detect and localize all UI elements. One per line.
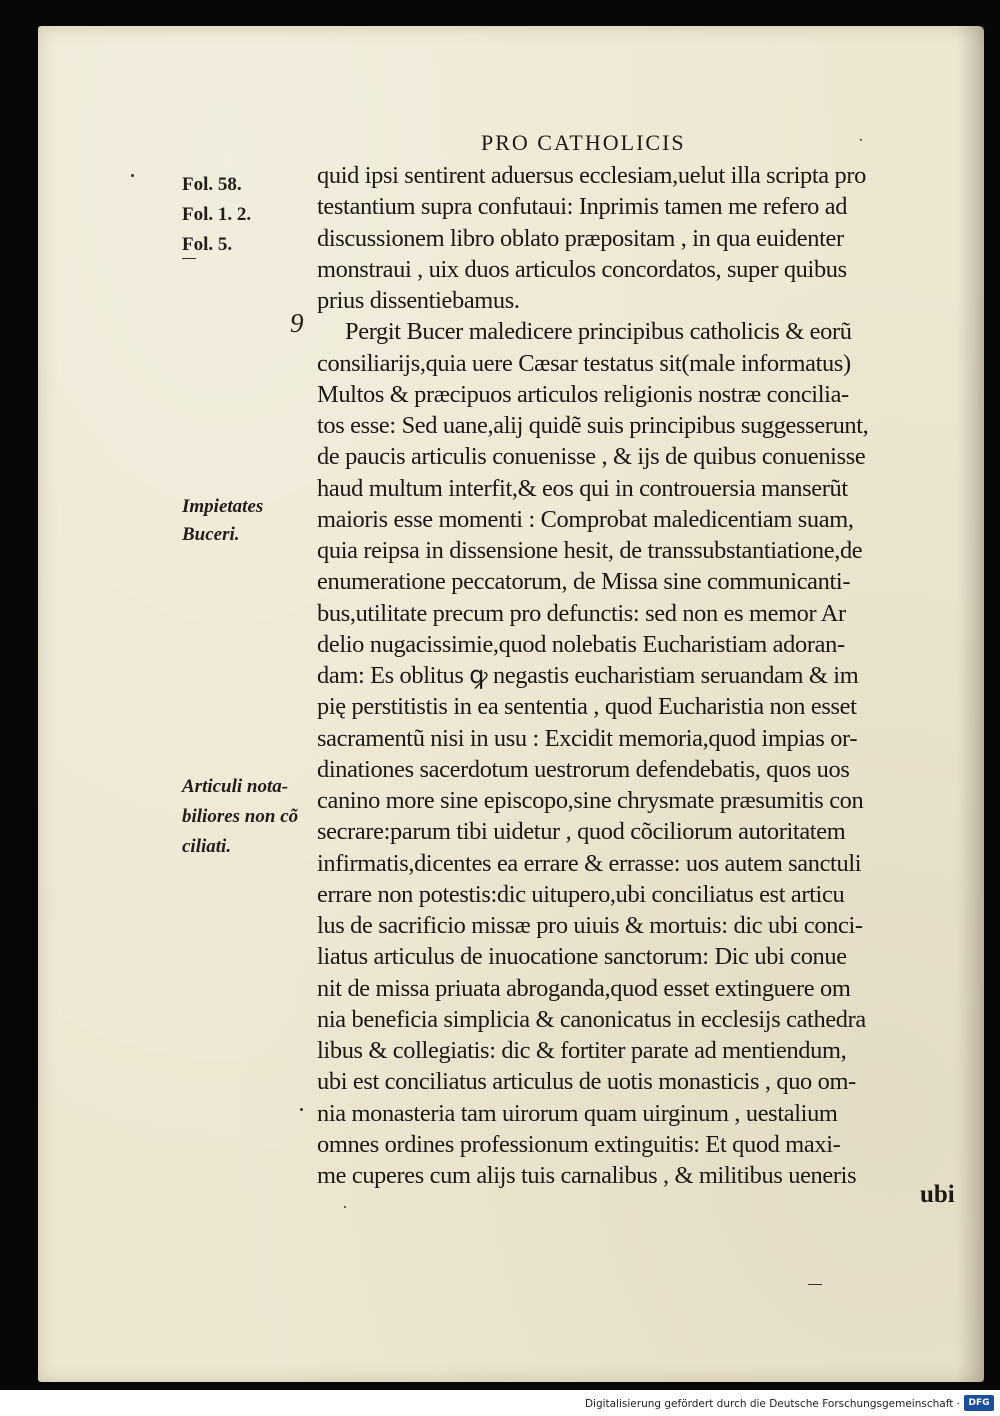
text-line: consiliarijs,quia uere Cæsar testatus sit(male informatus)	[317, 349, 851, 377]
text-line: me cuperes cum alijs tuis carnalibus , & militibus ueneris	[317, 1162, 857, 1189]
folio-ref-1: Fol. 58.	[182, 174, 242, 195]
text-line: dinationes sacerdotum uestrorum defendebatis, quos uos	[317, 755, 850, 783]
catchword: ubi	[920, 1181, 955, 1208]
text-line: nia beneficia simplicia & canonicatus in ecclesijs cathedra	[317, 1005, 866, 1033]
text-line: omnes ordines professionum extinguitis: Et quod maxi-	[317, 1130, 841, 1158]
text-line: discussionem libro oblato præpositam , in qua euidenter	[317, 224, 844, 252]
text-line: haud multum interfit,& eos qui in controuersia manserũt	[317, 474, 848, 502]
running-head-ornament: ·	[858, 130, 864, 151]
body-text	[317, 160, 953, 1191]
text-line: prius dissentiebamus.	[317, 287, 520, 314]
text-line: testantium supra confutaui: Inprimis tamen me refero ad	[317, 193, 848, 221]
text-line: quid ipsi sentirent aduersus ecclesiam,uelut illa scripta pro	[317, 162, 866, 189]
text-line: nit de missa priuata abroganda,quod esset extinguere om	[317, 974, 851, 1002]
text-line: canino more sine episcopo,sine chrysmate præsumitis con	[317, 787, 864, 814]
text-line: dam: Es oblitus ꝙ negastis eucharistiam seruandam & im	[317, 662, 859, 689]
text-line: lus de sacrificio missæ pro uiuis & mortuis: dic ubi conci-	[317, 912, 863, 939]
text-line: ubi est conciliatus articulus de uotis monasticis , quo om-	[317, 1068, 856, 1096]
page-edge-shadow	[956, 26, 984, 1382]
text-line: errare non potestis:dic uitupero,ubi conciliatus est articu	[317, 880, 845, 908]
text-line: libus & collegiatis: dic & fortiter parate ad mentiendum,	[317, 1037, 847, 1064]
text-line: enumeratione peccatorum, de Missa sine communicanti-	[317, 568, 851, 596]
marginal-note-articuli-line-2: biliores non cõ	[182, 806, 299, 827]
text-line: infirmatis,dicentes ea errare & errasse: uos autem sanctuli	[317, 849, 862, 877]
text-line: delio nugacissimie,quod nolebatis Eucharistiam adoran-	[317, 630, 845, 658]
text-line: Pergit Bucer maledicere principibus catholicis & eorũ	[345, 318, 852, 346]
text-line: maioris esse momenti : Comprobat maledicentiam suam,	[317, 505, 854, 533]
text-line: secrare:parum tibi uidetur , quod cõciliorum autoritatem	[317, 818, 846, 846]
text-line: nia monasteria tam uirorum quam uirginum , uestalium	[317, 1099, 838, 1127]
text-line: de paucis articulis conuenisse , & ijs de quibus conuenisse	[317, 443, 866, 471]
text-line: monstraui , uix duos articulos concordatos, super quibus	[317, 255, 847, 283]
folio-ref-3: Fol. 5.	[182, 234, 233, 255]
text-line: sacramentũ nisi in usu : Excidit memoria,quod impias or-	[317, 724, 858, 752]
marginal-note-articuli-line-1: Articuli nota-	[182, 776, 289, 797]
marginal-note-impietates-line-1: Impietates	[182, 496, 264, 517]
text-line: pię perstitistis in ea sententia , quod Eucharistia non esset	[317, 693, 857, 721]
section-number: 9	[290, 308, 304, 338]
running-head: PRO CATHOLICIS	[481, 130, 686, 155]
folio-ref-2: Fol. 1. 2.	[182, 204, 252, 225]
text-line: quia reipsa in dissensione hesit, de transsubstantiatione,de	[317, 537, 863, 564]
dfg-logo-icon: DFG	[964, 1395, 994, 1411]
text-line: liatus articulus de inuocatione sanctorum: Dic ubi conue	[317, 943, 847, 971]
text-line: bus,utilitate precum pro defunctis: sed non es memor Ar	[317, 599, 846, 627]
text-line: tos esse: Sed uane,alij quidẽ suis principibus suggesserunt,	[317, 412, 869, 439]
footer-credit: Digitalisierung gefördert durch die Deutsche Forschungsgemeinschaft ·	[584, 1398, 960, 1410]
marginal-note-articuli-line-3: ciliati.	[182, 836, 232, 857]
marginal-note-impietates-line-2: Buceri.	[182, 524, 240, 545]
text-line: Multos & præcipuos articulos religionis nostræ concilia-	[317, 380, 849, 408]
